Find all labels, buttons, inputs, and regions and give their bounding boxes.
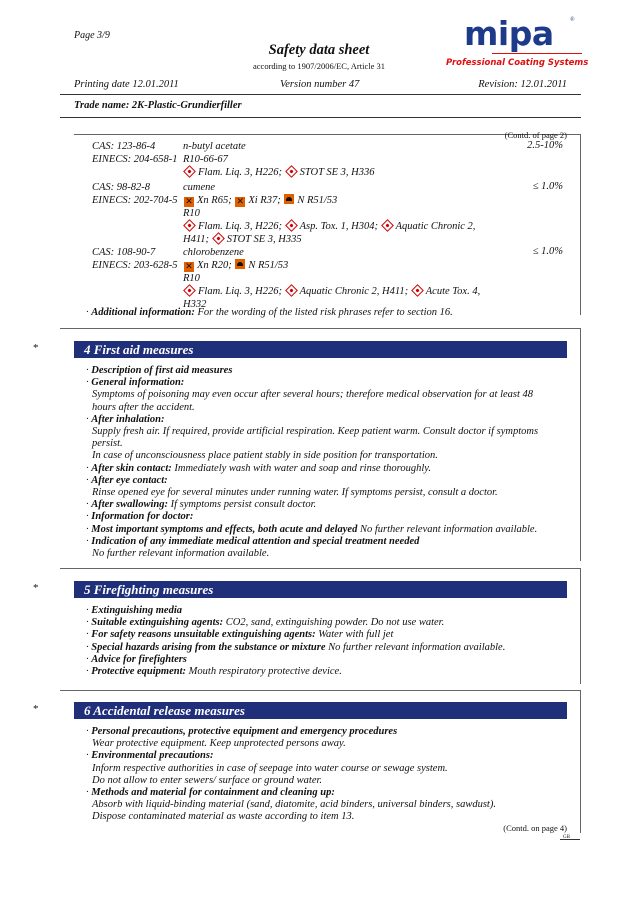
logo-registered-mark: ®	[570, 17, 575, 23]
mipa-logo	[446, 14, 589, 72]
text-line: · Methods and material for containment and cleaning up:	[86, 787, 335, 799]
contd-on-page: (Contd. on page 4)	[503, 823, 567, 833]
text-line: · For safety reasons unsuitable extinguishing agents: Water with full jet	[86, 629, 394, 641]
logo-word: mipa	[464, 14, 554, 53]
environment-pictogram-icon	[381, 219, 394, 232]
exclamation-pictogram-icon	[285, 165, 298, 178]
text-line: · Description of first aid measures	[86, 365, 233, 376]
text-line: · Environmental precautions:	[86, 750, 214, 762]
component-percent: ≤ 1.0%	[532, 246, 563, 257]
text-line: Symptoms of poisoning may even occur after several hours; therefore medical observation for at least 48	[92, 389, 534, 401]
trade-rule	[60, 117, 581, 118]
flame-pictogram-icon	[183, 219, 196, 232]
component-name: cumene	[183, 182, 216, 193]
printing-date: Printing date 12.01.2011	[74, 79, 179, 90]
environment-hazard-icon	[235, 259, 245, 269]
flame-pictogram-icon	[183, 165, 196, 178]
component-r-phrases: R10-66-67	[183, 154, 228, 165]
component-name: chlorobenzene	[183, 247, 244, 258]
text-line: · Most important symptoms and effects, both acute and delayed No further relevant information available.	[86, 523, 538, 535]
additional-information: · Additional information: For the wording of the listed risk phrases refer to section 16.	[86, 307, 453, 318]
section-heading-accidental-release: 6 Accidental release measures	[74, 702, 567, 719]
text-line: In case of unconsciousness place patient stably in side position for transportation.	[92, 450, 438, 462]
country-code: GB	[563, 835, 570, 840]
text-line: · Indication of any immediate medical attention and special treatment needed	[86, 535, 420, 547]
text-line: · After skin contact: Immediately wash with water and soap and rinse thoroughly.	[86, 462, 431, 474]
component-cas: CAS: 123-86-4	[92, 141, 156, 152]
version-number: Version number 47	[280, 79, 360, 90]
text-line: · After inhalation:	[86, 413, 165, 425]
text-line: · Special hazards arising from the substance or mixture No further relevant information available.	[86, 641, 506, 653]
text-line: Rinse opened eye for several minutes under running water. If symptoms persist, consult a doctor.	[92, 487, 498, 499]
contd-of-page: (Contd. of page 2)	[504, 130, 567, 140]
text-line: · Information for doctor:	[86, 511, 194, 523]
revision-date: Revision: 12.01.2011	[478, 79, 567, 90]
text-line: persist.	[92, 438, 123, 450]
component-cas: CAS: 98-82-8	[92, 182, 151, 193]
environment-hazard-icon	[284, 194, 294, 204]
text-line: No further relevant information available.	[92, 548, 270, 560]
text-line: Dispose contaminated material as waste according to item 13.	[92, 811, 355, 823]
harmful-cross-icon: ✕	[185, 197, 193, 207]
section-body-first-aid	[86, 365, 570, 560]
flame-pictogram-icon	[183, 284, 196, 297]
text-line: · Protective equipment: Mouth respiratory protective device.	[86, 666, 342, 678]
component-einecs: EINECS: 202-704-5	[92, 195, 178, 206]
page-number: Page 3/9	[74, 30, 110, 41]
text-line: Wear protective equipment. Keep unprotected persons away.	[92, 738, 346, 750]
exclamation-pictogram-icon	[212, 232, 225, 245]
component-eu-symbols: ✕ Xn R65; ✕ Xi R37; N R51/53	[185, 195, 338, 207]
revision-star: *	[33, 703, 39, 715]
text-line: · Personal precautions, protective equipment and emergency procedures	[86, 726, 398, 737]
irritant-cross-icon: ✕	[236, 197, 245, 207]
component-einecs: EINECS: 204-658-1	[92, 154, 178, 165]
component-percent: 2.5-10%	[527, 140, 563, 151]
section-body-firefighting	[86, 605, 570, 678]
section-body-accidental-release	[86, 726, 570, 824]
component-eu-symbols: ✕ Xn R20; N R51/53	[185, 260, 289, 272]
text-line: · Advice for firefighters	[86, 653, 187, 665]
component-name: n-butyl acetate	[183, 141, 246, 152]
component-einecs: EINECS: 203-628-5	[92, 260, 178, 271]
component-cas: CAS: 108-90-7	[92, 247, 156, 258]
document-subtitle: according to 1907/2006/EC, Article 31	[253, 61, 385, 71]
component-hazard-line: Flam. Liq. 3, H226; Asp. Tox. 1, H304; Aquatic Chronic 2,	[183, 220, 475, 233]
harmful-cross-icon: ✕	[185, 262, 193, 272]
text-line: · Extinguishing media	[86, 605, 182, 616]
logo-tagline: Professional Coating Systems	[446, 58, 589, 68]
text-line: Do not allow to enter sewers/ surface or ground water.	[92, 774, 323, 786]
document-title: Safety data sheet	[268, 42, 370, 58]
environment-pictogram-icon	[285, 284, 298, 297]
text-line: Inform respective authorities in case of seepage into water course or sewage system.	[92, 762, 448, 774]
section-heading-firefighting: 5 Firefighting measures	[74, 581, 567, 598]
exclamation-pictogram-icon	[411, 284, 424, 297]
component-hazard-line-cont: H411; STOT SE 3, H335	[183, 234, 302, 245]
component-r-phrases: R10	[183, 208, 200, 219]
text-line: hours after the accident.	[92, 401, 195, 413]
text-line: · General information:	[86, 377, 185, 389]
component-hazard-line: Flam. Liq. 3, H226; Aquatic Chronic 2, H411; Acute Tox. 4,	[183, 285, 480, 298]
text-line: · After swallowing: If symptoms persist consult doctor.	[86, 499, 317, 511]
trade-name: Trade name: 2K-Plastic-Grundierfiller	[74, 100, 242, 111]
revision-star: *	[33, 342, 39, 354]
text-line: Supply fresh air. If required, provide artificial respiration. Keep patient warm. Consult doctor if symptoms	[92, 426, 539, 438]
section-heading-first-aid: 4 First aid measures	[74, 341, 567, 358]
text-line: · After eye contact:	[86, 474, 168, 486]
revision-star: *	[33, 582, 39, 594]
component-r-phrases: R10	[183, 273, 200, 284]
component-hazard-line: Flam. Liq. 3, H226; STOT SE 3, H336	[183, 166, 375, 179]
component-hazard-line-cont: H332	[183, 299, 207, 310]
component-percent: ≤ 1.0%	[532, 181, 563, 192]
logo-rule	[492, 53, 582, 54]
health-hazard-pictogram-icon	[285, 219, 298, 232]
text-line: · Suitable extinguishing agents: CO2, sand, extinguishing powder. Do not use water.	[86, 617, 445, 629]
text-line: Absorb with liquid-binding material (sand, diatomite, acid binders, universal binders, sawdust).	[92, 799, 496, 811]
header-rule	[60, 94, 581, 95]
